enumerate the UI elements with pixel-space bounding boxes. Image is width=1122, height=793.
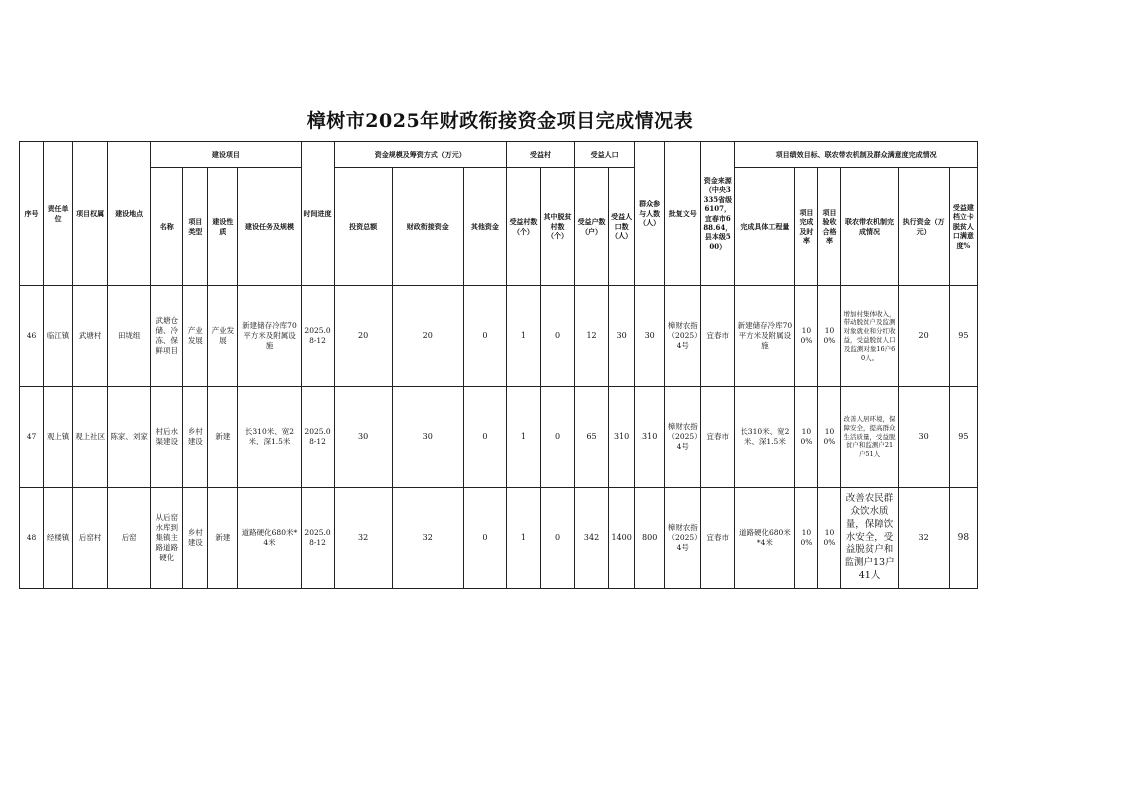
- header-vill-count: 受益村数（个）: [506, 168, 540, 286]
- header-source: 资金来源（中央3335省级6107，宜春市688.64，县本级500）: [701, 142, 735, 286]
- cell-owner: 后窑村: [73, 488, 108, 589]
- cell-total: 30: [334, 387, 392, 488]
- cell-approval: 樟财农指（2025）4号: [665, 488, 701, 589]
- cell-fiscal: 32: [392, 488, 463, 589]
- cell-work: 新建储存冷库70平方米及附属设施: [735, 286, 795, 387]
- cell-location: 后窑: [108, 488, 151, 589]
- cell-name: 从后窑水库到集镇主路道路硬化: [151, 488, 183, 589]
- cell-total: 20: [334, 286, 392, 387]
- cell-timely: 100%: [795, 286, 818, 387]
- cell-mech: 改善农民群众饮水质量，保障饮水安全，受益脱贫户和监测户13户41人: [841, 488, 898, 589]
- header-exec: 执行资金（万元）: [898, 168, 949, 286]
- header-group-project: 建设项目: [151, 142, 301, 168]
- cell-unit: 经楼镇: [44, 488, 73, 589]
- cell-type: 乡村建设: [183, 488, 208, 589]
- cell-seq: 48: [20, 488, 44, 589]
- cell-households: 342: [575, 488, 609, 589]
- header-mass: 群众参与人数（人）: [635, 142, 665, 286]
- page-title: 樟树市2025年财政衔接资金项目完成情况表: [306, 110, 694, 132]
- project-completion-table: [19, 141, 978, 589]
- header-mech: 联农带农机制完成情况: [841, 168, 898, 286]
- cell-satis: 98: [949, 488, 977, 589]
- cell-accept: 100%: [818, 488, 841, 589]
- header-households: 受益户数（户）: [575, 168, 609, 286]
- cell-location: 陈家、刘家: [108, 387, 151, 488]
- header-task: 建设任务及规模: [238, 168, 301, 286]
- cell-progress: 2025.08-12: [301, 387, 334, 488]
- cell-other: 0: [463, 488, 506, 589]
- cell-source: 宜春市: [701, 286, 735, 387]
- cell-unit: 观上镇: [44, 387, 73, 488]
- cell-owner: 武塘村: [73, 286, 108, 387]
- cell-poor-vill: 0: [540, 286, 574, 387]
- cell-fiscal: 30: [392, 387, 463, 488]
- cell-satis: 95: [949, 387, 977, 488]
- cell-exec: 32: [898, 488, 949, 589]
- cell-other: 0: [463, 286, 506, 387]
- header-work: 完成具体工程量: [735, 168, 795, 286]
- cell-satis: 95: [949, 286, 977, 387]
- cell-mech: 改善人居环境，保障安全，提高群众生活质量，受益脱贫户和监测户21户51人: [841, 387, 898, 488]
- header-name: 名称: [151, 168, 183, 286]
- cell-vill-count: 1: [506, 387, 540, 488]
- cell-accept: 100%: [818, 387, 841, 488]
- cell-people: 1400: [609, 488, 635, 589]
- cell-name: 村后水渠建设: [151, 387, 183, 488]
- cell-type: 产业发展: [183, 286, 208, 387]
- cell-mech: 增加村集体收入，带动脱贫户及监测对象就业和分红收益，受益脱贫人口及监测对象16户60人。: [841, 286, 898, 387]
- cell-fiscal: 20: [392, 286, 463, 387]
- cell-seq: 47: [20, 387, 44, 488]
- header-people: 受益人口数（人）: [609, 168, 635, 286]
- cell-owner: 观上社区: [73, 387, 108, 488]
- cell-poor-vill: 0: [540, 387, 574, 488]
- table-row: [20, 488, 978, 589]
- cell-total: 32: [334, 488, 392, 589]
- cell-poor-vill: 0: [540, 488, 574, 589]
- header-satis: 受益建档立卡脱贫人口满意度%: [949, 168, 977, 286]
- cell-vill-count: 1: [506, 488, 540, 589]
- cell-mass: 800: [635, 488, 665, 589]
- cell-progress: 2025.08-12: [301, 488, 334, 589]
- cell-work: 道路硬化680米*4米: [735, 488, 795, 589]
- cell-exec: 20: [898, 286, 949, 387]
- cell-nature: 新建: [208, 488, 238, 589]
- cell-progress: 2025.08-12: [301, 286, 334, 387]
- cell-name: 武塘仓储、冷冻、保鲜项目: [151, 286, 183, 387]
- header-nature: 建设性质: [208, 168, 238, 286]
- cell-source: 宜春市: [701, 488, 735, 589]
- cell-seq: 46: [20, 286, 44, 387]
- cell-exec: 30: [898, 387, 949, 488]
- cell-accept: 100%: [818, 286, 841, 387]
- header-location: 建设地点: [108, 142, 151, 286]
- cell-source: 宜春市: [701, 387, 735, 488]
- cell-type: 乡村建设: [183, 387, 208, 488]
- header-total: 投资总额: [334, 168, 392, 286]
- cell-timely: 100%: [795, 387, 818, 488]
- header-group-fund: 资金规模及筹资方式（万元）: [334, 142, 506, 168]
- cell-vill-count: 1: [506, 286, 540, 387]
- table-row: [20, 387, 978, 488]
- table-row: [20, 286, 978, 387]
- header-timely: 项目完成及时率: [795, 168, 818, 286]
- cell-timely: 100%: [795, 488, 818, 589]
- header-group-perf: 项目绩效目标、联农带农机制及群众满意度完成情况: [735, 142, 978, 168]
- cell-task: 道路硬化680米*4米: [238, 488, 301, 589]
- header-seq: 序号: [20, 142, 44, 286]
- header-approval: 批复文号: [665, 142, 701, 286]
- cell-other: 0: [463, 387, 506, 488]
- header-poor-vill: 其中脱贫村数（个）: [540, 168, 574, 286]
- header-type: 项目类型: [183, 168, 208, 286]
- cell-location: 田垅组: [108, 286, 151, 387]
- cell-mass: 310: [635, 387, 665, 488]
- header-row-1: [20, 142, 978, 168]
- cell-nature: 新建: [208, 387, 238, 488]
- cell-mass: 30: [635, 286, 665, 387]
- header-progress: 时间进度: [301, 142, 334, 286]
- cell-approval: 樟财农指（2025）4号: [665, 286, 701, 387]
- header-owner: 项目权属: [73, 142, 108, 286]
- cell-task: 长310米、宽2米、深1.5米: [238, 387, 301, 488]
- cell-approval: 樟财农指（2025）4号: [665, 387, 701, 488]
- header-group-village: 受益村: [506, 142, 574, 168]
- cell-people: 30: [609, 286, 635, 387]
- header-other: 其他资金: [463, 168, 506, 286]
- header-fiscal: 财政衔接资金: [392, 168, 463, 286]
- cell-nature: 产业发展: [208, 286, 238, 387]
- cell-people: 310: [609, 387, 635, 488]
- cell-work: 长310米、宽2米、深1.5米: [735, 387, 795, 488]
- cell-households: 65: [575, 387, 609, 488]
- cell-households: 12: [575, 286, 609, 387]
- cell-task: 新建储存冷库70平方米及附属设施: [238, 286, 301, 387]
- header-accept: 项目验收合格率: [818, 168, 841, 286]
- cell-unit: 临江镇: [44, 286, 73, 387]
- header-row-2: [20, 168, 978, 286]
- header-group-pop: 受益人口: [575, 142, 635, 168]
- header-unit: 责任单位: [44, 142, 73, 286]
